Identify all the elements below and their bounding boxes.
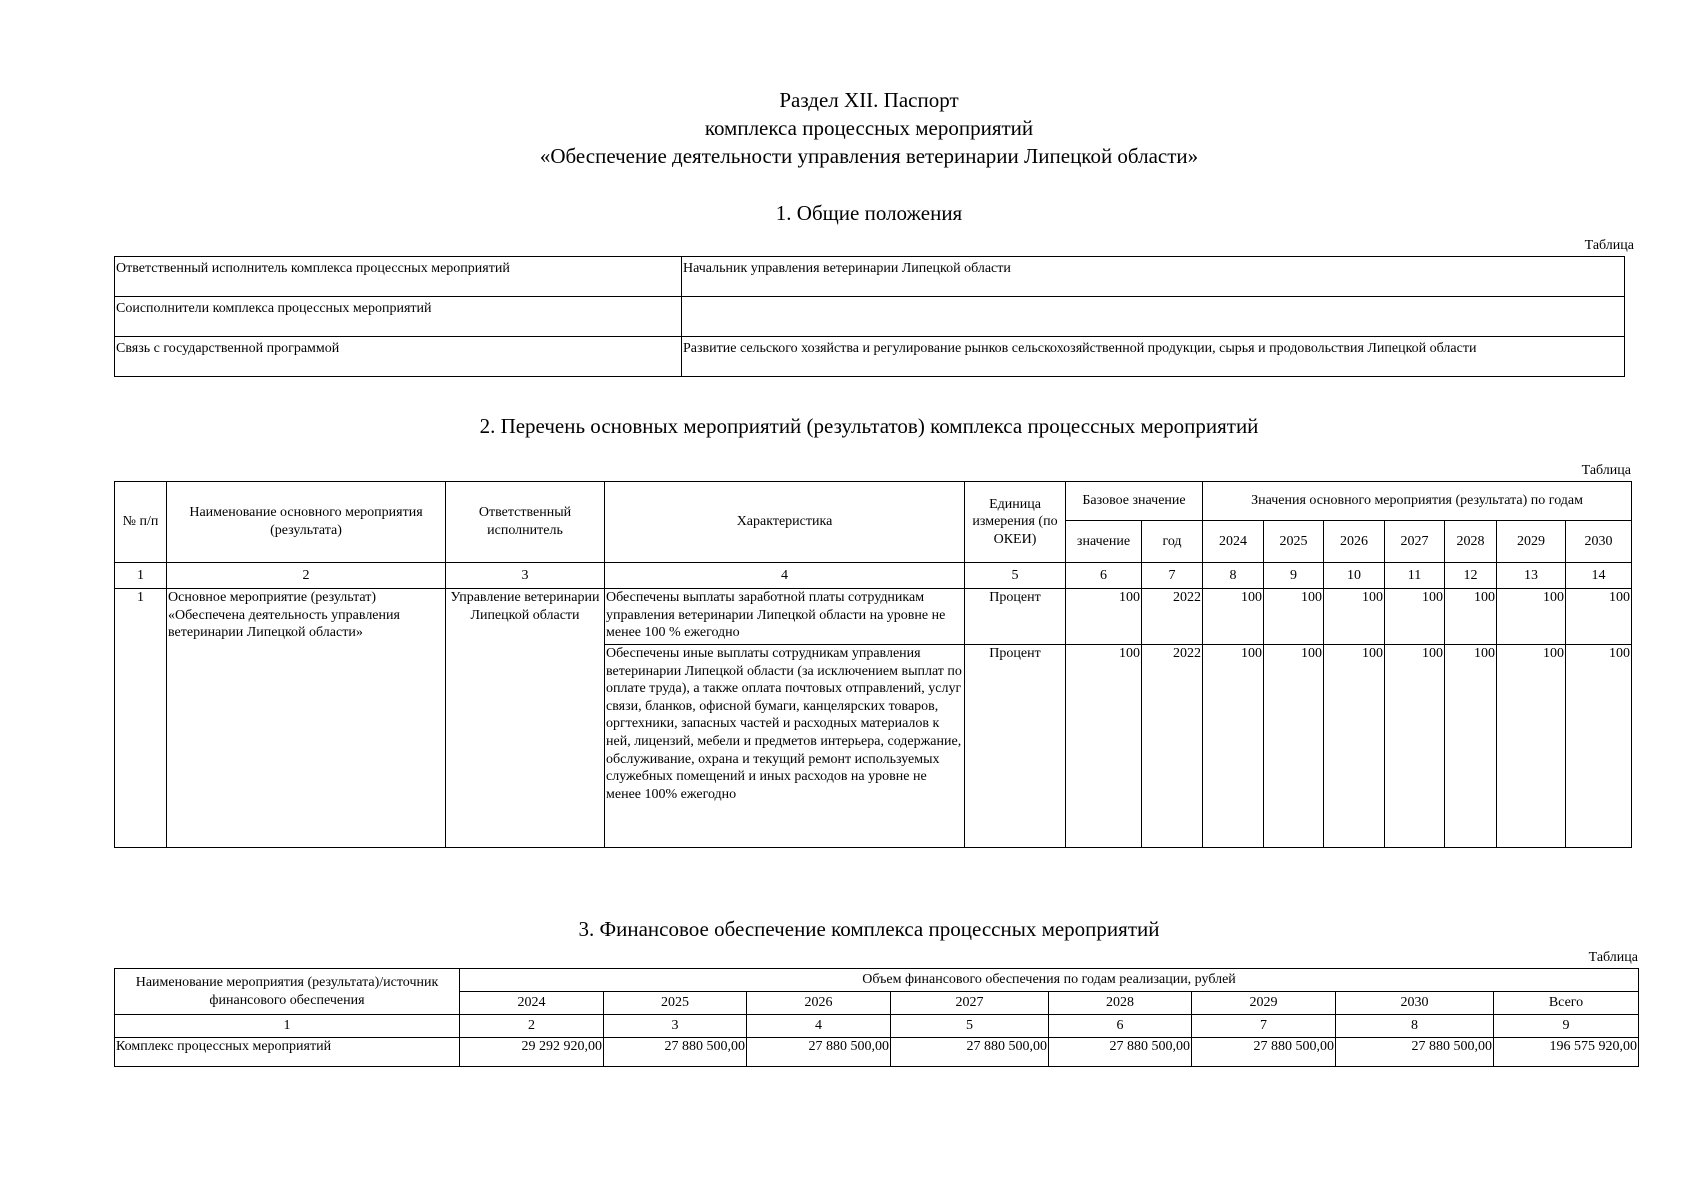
col-number: 13 <box>1497 563 1566 589</box>
col-number: 9 <box>1494 1015 1639 1038</box>
row-characteristic: Обеспечены выплаты заработной платы сотрудникам управления ветеринарии Липецкой области на уровне не менее 100 % ежегодно <box>605 589 965 645</box>
row-value: 27 880 500,00 <box>604 1038 747 1067</box>
col-number: 8 <box>1336 1015 1494 1038</box>
row-total: 196 575 920,00 <box>1494 1038 1639 1067</box>
row-value: 27 880 500,00 <box>1192 1038 1336 1067</box>
col-number: 3 <box>604 1015 747 1038</box>
header-name: Наименование мероприятия (результата)/источник финансового обеспечения <box>115 969 460 1015</box>
row-value: 27 880 500,00 <box>747 1038 891 1067</box>
header-year: 2029 <box>1192 992 1336 1015</box>
header-row <box>115 482 1632 521</box>
row-unit: Процент <box>965 589 1066 645</box>
title-line-3: «Обеспечение деятельности управления ветеринарии Липецкой области» <box>539 144 1199 168</box>
section1-table-label: Таблица <box>1584 238 1634 253</box>
row-value: 29 292 920,00 <box>460 1038 604 1067</box>
row-executor: Управление ветеринарии Липецкой области <box>446 589 605 848</box>
row-year-value: 100 <box>1324 589 1385 645</box>
row-year-value: 100 <box>1264 589 1324 645</box>
table-row <box>115 1038 1639 1067</box>
header-executor: Ответственный исполнитель <box>446 482 605 563</box>
row-year-value: 100 <box>1566 589 1632 645</box>
col-number: 6 <box>1066 563 1142 589</box>
col-number: 4 <box>605 563 965 589</box>
col-number: 1 <box>115 563 167 589</box>
table-row <box>115 257 1625 297</box>
col-number: 5 <box>891 1015 1049 1038</box>
header-unit: Единица измерения (по ОКЕИ) <box>965 482 1066 563</box>
row-year-value: 100 <box>1566 645 1632 848</box>
col-number: 3 <box>446 563 605 589</box>
row-value: 27 880 500,00 <box>1336 1038 1494 1067</box>
header-year: 2028 <box>1445 521 1497 563</box>
header-year: 2027 <box>891 992 1049 1015</box>
row-year-value: 100 <box>1497 645 1566 848</box>
row-name: Основное мероприятие (результат) «Обеспечена деятельность управления ветеринарии Липецкой области» <box>167 589 446 848</box>
header-num: № п/п <box>115 482 167 563</box>
row-base-value: 100 <box>1066 645 1142 848</box>
header-total: Всего <box>1494 992 1639 1015</box>
header-characteristic: Характеристика <box>605 482 965 563</box>
header-year: 2027 <box>1385 521 1445 563</box>
row-value: 27 880 500,00 <box>1049 1038 1192 1067</box>
row-year-value: 100 <box>1445 645 1497 848</box>
header-year: 2026 <box>1324 521 1385 563</box>
table-row <box>115 337 1625 377</box>
col-number: 9 <box>1264 563 1324 589</box>
column-number-row <box>115 563 1632 589</box>
row-base-year: 2022 <box>1142 645 1203 848</box>
col-number: 14 <box>1566 563 1632 589</box>
main-activities-table <box>114 481 1632 848</box>
col-number: 5 <box>965 563 1066 589</box>
header-base-value: значение <box>1066 521 1142 563</box>
row-value: 27 880 500,00 <box>891 1038 1049 1067</box>
header-year: 2024 <box>460 992 604 1015</box>
header-year: 2030 <box>1566 521 1632 563</box>
row-year-value: 100 <box>1385 645 1445 848</box>
col-number: 11 <box>1385 563 1445 589</box>
row-label: Ответственный исполнитель комплекса процессных мероприятий <box>115 257 682 297</box>
row-year-value: 100 <box>1264 645 1324 848</box>
header-volume: Объем финансового обеспечения по годам реализации, рублей <box>460 969 1639 992</box>
row-value: Начальник управления ветеринарии Липецкой области <box>682 257 1625 297</box>
row-year-value: 100 <box>1203 645 1264 848</box>
document-title <box>0 86 1697 170</box>
header-year: 2026 <box>747 992 891 1015</box>
row-base-value: 100 <box>1066 589 1142 645</box>
row-characteristic: Обеспечены иные выплаты сотрудникам управления ветеринарии Липецкой области (за исключением выплат по оплате труда), а также оплата почтовых отправлений, услуг связи, бланков, офисной бумаги, канцелярских товаров, оргтехники, запасных частей и расходных материалов к ней, лицензий, мебели и предметов интерьера, содержание, обслуживание, охрана и текущий ремонт используемых служебных помещений и иных расходов на уровне не менее 100% ежегодно <box>605 645 965 848</box>
col-number: 7 <box>1192 1015 1336 1038</box>
section3-heading: 3. Финансовое обеспечение комплекса процессных мероприятий <box>578 917 1160 941</box>
section3-table-label: Таблица <box>1588 950 1638 965</box>
section1-heading: 1. Общие положения <box>775 201 963 225</box>
header-year: 2025 <box>604 992 747 1015</box>
row-unit: Процент <box>965 645 1066 848</box>
row-year-value: 100 <box>1445 589 1497 645</box>
row-label: Связь с государственной программой <box>115 337 682 377</box>
financing-table <box>114 968 1639 1067</box>
header-row <box>115 969 1639 992</box>
col-number: 4 <box>747 1015 891 1038</box>
col-number: 12 <box>1445 563 1497 589</box>
header-name: Наименование основного мероприятия (результата) <box>167 482 446 563</box>
col-number: 6 <box>1049 1015 1192 1038</box>
row-value <box>682 297 1625 337</box>
column-number-row <box>115 1015 1639 1038</box>
header-year: 2024 <box>1203 521 1264 563</box>
section2-heading: 2. Перечень основных мероприятий (результатов) комплекса процессных мероприятий <box>479 414 1259 438</box>
row-year-value: 100 <box>1497 589 1566 645</box>
row-num: 1 <box>115 589 167 848</box>
col-number: 1 <box>115 1015 460 1038</box>
col-number: 8 <box>1203 563 1264 589</box>
header-year: 2025 <box>1264 521 1324 563</box>
header-base-year: год <box>1142 521 1203 563</box>
section2-table-label: Таблица <box>1581 463 1631 478</box>
row-value: Развитие сельского хозяйства и регулирование рынков сельскохозяйственной продукции, сырья и продовольствия Липецкой области <box>682 337 1625 377</box>
row-label: Соисполнители комплекса процессных мероприятий <box>115 297 682 337</box>
row-year-value: 100 <box>1324 645 1385 848</box>
header-base: Базовое значение <box>1066 482 1203 521</box>
col-number: 7 <box>1142 563 1203 589</box>
col-number: 10 <box>1324 563 1385 589</box>
table-row <box>115 297 1625 337</box>
row-year-value: 100 <box>1203 589 1264 645</box>
table-row <box>115 589 1632 645</box>
col-number: 2 <box>167 563 446 589</box>
header-year: 2028 <box>1049 992 1192 1015</box>
title-line-2: комплекса процессных мероприятий <box>704 116 1034 140</box>
row-base-year: 2022 <box>1142 589 1203 645</box>
header-year: 2029 <box>1497 521 1566 563</box>
col-number: 2 <box>460 1015 604 1038</box>
title-line-1: Раздел XII. Паспорт <box>779 88 959 112</box>
header-year: 2030 <box>1336 992 1494 1015</box>
row-year-value: 100 <box>1385 589 1445 645</box>
general-provisions-table <box>114 256 1625 377</box>
row-name: Комплекс процессных мероприятий <box>115 1038 460 1067</box>
header-by-years: Значения основного мероприятия (результата) по годам <box>1203 482 1632 521</box>
